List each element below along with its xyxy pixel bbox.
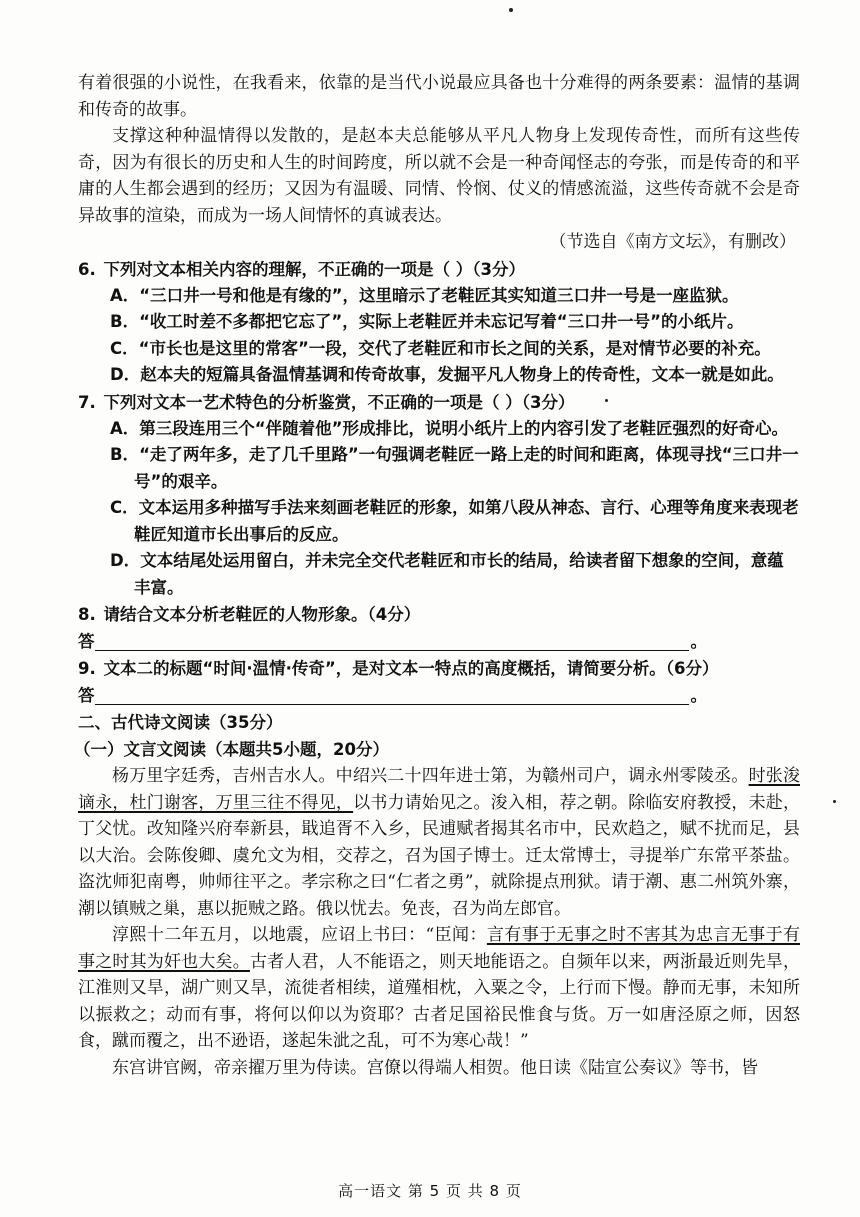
question-6-option-c[interactable]: C．“市长也是这里的常客”一段，交代了老鞋匠和市长之间的关系，是对情节必要的补充。 <box>110 338 771 358</box>
question-7-option-c[interactable]: C．文本运用多种描写手法来刻画老鞋匠的形象，如第八段从神态、言行、心理等角度来表现老鞋匠知道市长出事后的反应。 <box>110 498 799 544</box>
question-6-option-d[interactable]: D．赵本夫的短篇具备温情基调和传奇故事，发掘平凡人物身上的传奇性，文本一就是如此。 <box>110 365 784 384</box>
page-footer: 高一语文 第 5 页 共 8 页 <box>338 1182 522 1200</box>
classical-paragraph: 淳熙十二年五月，以地震，应诏上书曰：“臣闻：言有事于无事之时不害其为忠言无事于有事之时其为奸也大矣。古者人君，人不能语之，则天地能语之。自频年以来，两浙最近则先旱，江淮则又旱，湖广则又旱，流徙者相续，道殣相枕，入粟之令，上行而下慢。静而无事，未知所以振救之；动而有事，将何以仰以为资耶？古者足国裕民惟食与货。万一如唐泾原之师，因怒食，蹴而覆之，出不逊语，遂起朱泚之乱，可不为寒心哉！” <box>78 925 801 1051</box>
subsection-heading: （一）文言文阅读（本题共5小题，20分） <box>74 740 389 759</box>
question-8-answer-line[interactable] <box>78 628 800 655</box>
answer-label: 答 <box>78 686 95 705</box>
question-8-stem: 8. 请结合文本分析老鞋匠的人物形象。（4分） <box>78 605 421 624</box>
scan-speck <box>833 800 836 803</box>
passage-paragraph: 有着很强的小说性，在我看来，依靠的是当代小说最应具备也十分难得的两条要素：温情的基调和传奇的故事。 <box>78 73 800 120</box>
page-content <box>74 70 801 1081</box>
question-9-stem: 9. 文本二的标题“时间·温情·传奇”，是对文本一特点的高度概括，请简要分析。（6分） <box>78 659 719 678</box>
question-7-stem: 7. 下列对文本一艺术特色的分析鉴赏，不正确的一项是（ ）（3分） <box>78 392 575 412</box>
classical-paragraph: 杨万里字廷秀，吉州吉水人。中绍兴二十四年进士第，为赣州司户，调永州零陵丞。时张浚谪永，杜门谢客，万里三往不得见，以书力请始见之。浚入相，荐之朝。除临安府教授，未赴，丁父忧。改知隆兴府奉新县，戢追胥不入乡，民逋赋者揭其名市中，民欢趋之，赋不扰而足，县以大治。会陈俊卿、虞允文为相，交荐之，召为国子博士。迁太常博士，寻提举广东常平茶盐。盗沈师犯南粤，帅师往平之。孝宗称之曰“仁者之勇”，就除提点刑狱。请于潮、惠二州筑外寨，潮以镇贼之巢，惠以扼贼之路。俄以忧去。免丧，召为尚左郎官。 <box>78 766 801 919</box>
passage-source: （节选自《南方文坛》，有删改） <box>549 232 796 252</box>
classical-paragraph: 东宫讲官阙，帝亲擢万里为侍读。宫僚以得端人相贺。他日读《陆宣公奏议》等书，皆 <box>112 1057 758 1078</box>
answer-end: 。 <box>690 686 707 705</box>
question-6-option-a[interactable]: A．“三口井一号和他是有缘的”，这里暗示了老鞋匠其实知道三口井一号是一座监狱。 <box>110 285 739 305</box>
answer-label: 答 <box>78 632 95 651</box>
question-9-answer-line[interactable] <box>78 682 800 709</box>
passage-paragraph: 支撑这种种温情得以发散的，是赵本夫总能够从平凡人物身上发现传奇性，而所有这些传奇，因为有很长的历史和人生的时间跨度，所以就不会是一种奇闻怪志的夸张，而是传奇的和平庸的人生都会遇到的经历；又因为有温暖、同情、怜悯、仗义的情感流溢，这些传奇就不会是奇异故事的渲染，而成为一场人间情怀的真诚表达。 <box>78 126 800 226</box>
answer-end: 。 <box>690 632 707 651</box>
question-7-option-a[interactable]: A．第三段连用三个“伴随着他”形成排比，说明小纸片上的内容引发了老鞋匠强烈的好奇心。 <box>110 418 788 438</box>
underlined-sentence: 言有事于无事之时不害其为忠言无事于有事之时其为奸也大矣。 <box>78 925 800 972</box>
question-7-option-d[interactable]: D．文本结尾处运用留白，并未完全交代老鞋匠和市长的结局，给读者留下想象的空间，意蕴丰富。 <box>110 551 784 597</box>
answer-blank[interactable] <box>95 685 689 705</box>
question-6-stem: 6. 下列对文本相关内容的理解，不正确的一项是（ ）（3分） <box>78 259 525 279</box>
question-6-option-b[interactable]: B．“收工时差不多都把它忘了”，实际上老鞋匠并未忘记写着“三口井一号”的小纸片。 <box>110 312 744 331</box>
answer-blank[interactable] <box>95 631 689 651</box>
section-heading: 二、古代诗文阅读（35分） <box>78 713 283 732</box>
underlined-sentence: 时张浚谪永，杜门谢客，万里三往不得见， <box>78 766 801 813</box>
question-7-option-b[interactable]: B．“走了两年多，走了几千里路”一句强调老鞋匠一路上走的时间和距离，体现寻找“三口井一号”的艰辛。 <box>110 445 799 491</box>
scan-speck <box>509 8 513 12</box>
